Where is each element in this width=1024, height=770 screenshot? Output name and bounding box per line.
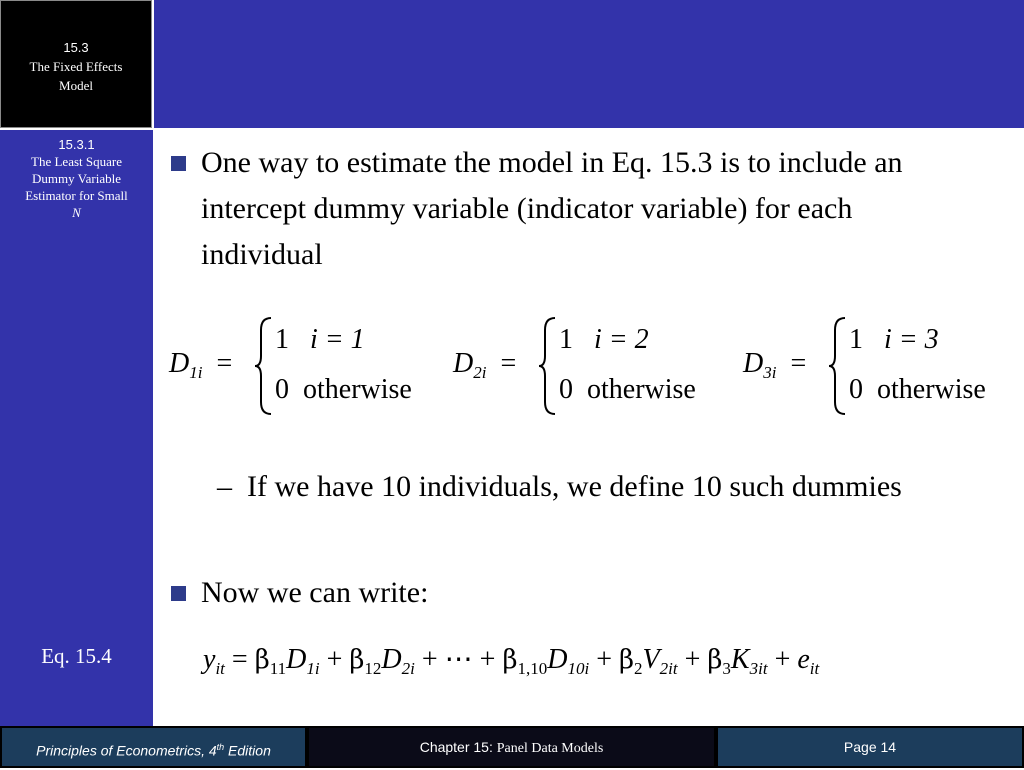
dummy-2-row2: 0 otherwise	[559, 374, 696, 405]
dummy-3-row1: 1 i = 3	[849, 324, 939, 355]
dummy-2-row1: 1 i = 2	[559, 324, 649, 355]
section-title-line2: Model	[59, 78, 93, 93]
subsection-title	[4, 136, 149, 221]
subsection-var: N	[72, 205, 81, 220]
dummy-1-row1: 1 i = 1	[275, 324, 365, 355]
dummy-def-1	[169, 316, 429, 416]
subsection-line3: Estimator for Small	[25, 188, 128, 203]
dummy-def-2	[453, 316, 723, 416]
slide-content	[153, 130, 1024, 726]
subsection-line1: The Least Square	[31, 154, 122, 169]
bullet-2	[171, 570, 961, 616]
square-bullet-icon	[171, 586, 186, 601]
sidebar	[0, 130, 153, 726]
dummy-1-lhs: $D_{1i}$ =	[169, 348, 233, 382]
left-brace-icon	[827, 316, 847, 416]
subsection-number: 15.3.1	[58, 137, 95, 152]
equation-label: Eq. 15.4	[41, 644, 112, 668]
dummy-2-lhs: $D_{2i}$ =	[453, 348, 517, 382]
dummy-3-lhs: $D_{3i}$ =	[743, 348, 807, 382]
equation-15-4: $y_{it} = \beta_{11}D_{1i} + \beta_{12}D_{2i}$ + ⋯ + $\beta_{1,10}D_{10i} + \beta_2V_{2it} + \beta_3K_{3it} + e_{it}$	[203, 644, 820, 678]
section-title-line1: The Fixed Effects	[29, 59, 123, 74]
left-brace-icon	[537, 316, 557, 416]
section-title-box	[0, 0, 152, 128]
header-band	[154, 0, 1024, 128]
footer-bar	[0, 726, 1024, 768]
bullet-1	[171, 140, 961, 278]
dummy-3-row2: 0 otherwise	[849, 374, 986, 405]
footer-page-number: Page 14	[718, 728, 1022, 766]
sub-bullet-1	[217, 464, 977, 510]
footer-chapter: Chapter 15: Panel Data Models	[309, 728, 714, 766]
dash-marker: –	[217, 470, 232, 503]
footer-book-title: Principles of Econometrics, 4th Edition	[2, 728, 305, 766]
bullet-2-text: Now we can write:	[201, 576, 429, 609]
dummy-1-row2: 0 otherwise	[275, 374, 412, 405]
sub-bullet-1-text: If we have 10 individuals, we define 10 such dummies	[247, 470, 902, 503]
square-bullet-icon	[171, 156, 186, 171]
subsection-line2: Dummy Variable	[32, 171, 121, 186]
dummy-def-3	[743, 316, 1013, 416]
bullet-1-text: One way to estimate the model in Eq. 15.3 is to include an intercept dummy variable (indicator variable) for each individual	[201, 146, 903, 271]
section-number: 15.3	[63, 40, 89, 55]
left-brace-icon	[253, 316, 273, 416]
